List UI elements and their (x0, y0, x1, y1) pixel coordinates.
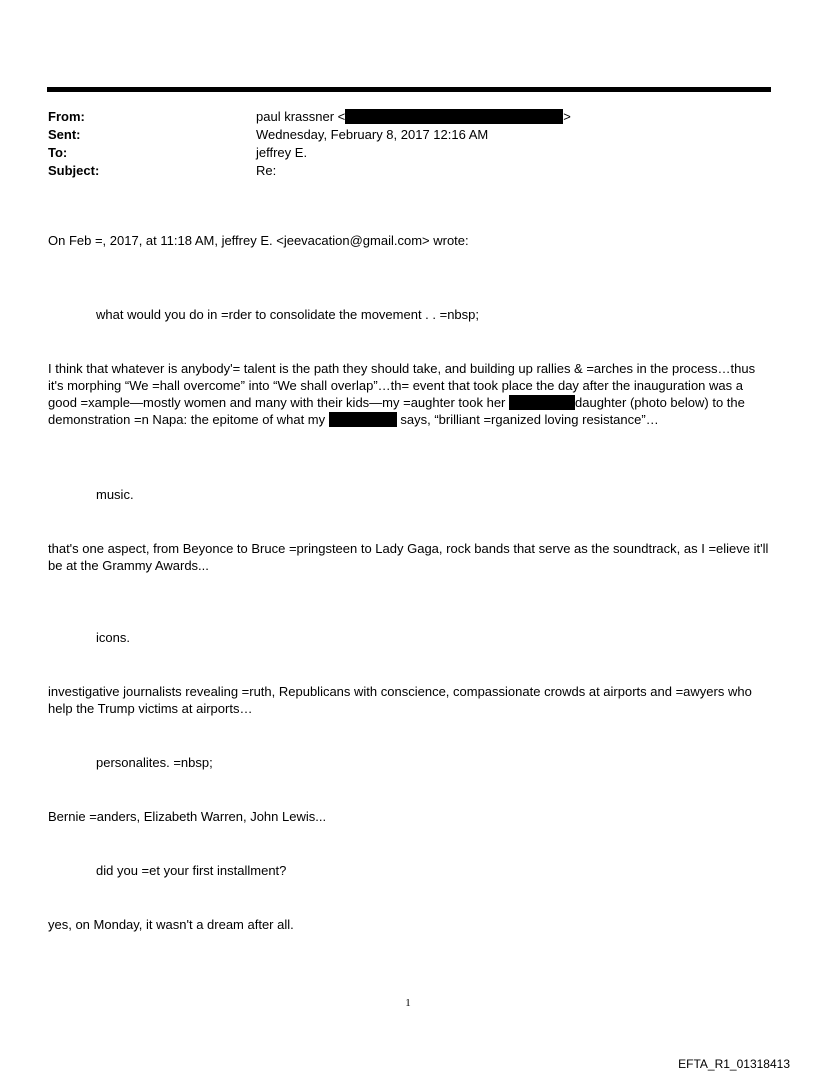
from-name: paul krassner < (256, 109, 346, 124)
subject-label: Subject: (48, 163, 100, 178)
from-tail: > (563, 109, 571, 124)
question-installment: did you =et your first installment? (96, 863, 287, 878)
quote-intro: On Feb =, 2017, at 11:18 AM, jeffrey E. <jeevacation@gmail.com> wrote: (48, 233, 469, 248)
sent-label: Sent: (48, 127, 81, 142)
answer-personalities: Bernie =anders, Elizabeth Warren, John Lewis... (48, 809, 327, 824)
redaction-box (345, 109, 563, 124)
header-rule (47, 87, 771, 92)
question-music: music. (96, 487, 134, 502)
from-label: From: (48, 109, 85, 124)
document-id: EFTA_R1_01318413 (678, 1057, 790, 1071)
page-number: 1 (405, 997, 411, 1009)
sent-value: Wednesday, February 8, 2017 12:16 AM (256, 127, 489, 142)
redaction-box (329, 412, 397, 427)
answer-music: that's one aspect, from Beyonce to Bruce =pringsteen to Lady Gaga, rock bands that serve as the soundtrack, as I =elieve it'll be at the Grammy Awards... (48, 541, 769, 573)
question-consolidate: what would you do in =rder to consolidate the movement . . =nbsp; (96, 307, 480, 322)
question-personalities: personalites. =nbsp; (96, 755, 213, 770)
answer-icons: investigative journalists revealing =ruth, Republicans with conscience, compassionate crowds at airports and =awyers who help the Trump victims at airports… (48, 684, 752, 716)
answer-part-2: daughter (photo below) to the demonstration =n Napa: the epitome of what my (48, 395, 745, 427)
to-label: To: (48, 145, 68, 160)
question-icons: icons. (96, 630, 130, 645)
redaction-box (509, 395, 575, 410)
subject-value: Re: (256, 163, 277, 178)
answer-part-3: says, “brilliant =rganized loving resistance”… (400, 412, 659, 427)
answer-consolidate (48, 360, 772, 428)
from-value (256, 108, 571, 125)
answer-installment: yes, on Monday, it wasn't a dream after all. (48, 917, 294, 932)
to-value: jeffrey E. (256, 145, 308, 160)
answer-part-1: I think that whatever is anybody'= talent is the path they should take, and building up rallies & =arches in the process…thus it's morphing “We =hall overcome” into “We shall overlap”…th= event that took place the day after the inauguration was a good =xample—mostly women and many with their kids—my =aughter took her (48, 361, 756, 410)
